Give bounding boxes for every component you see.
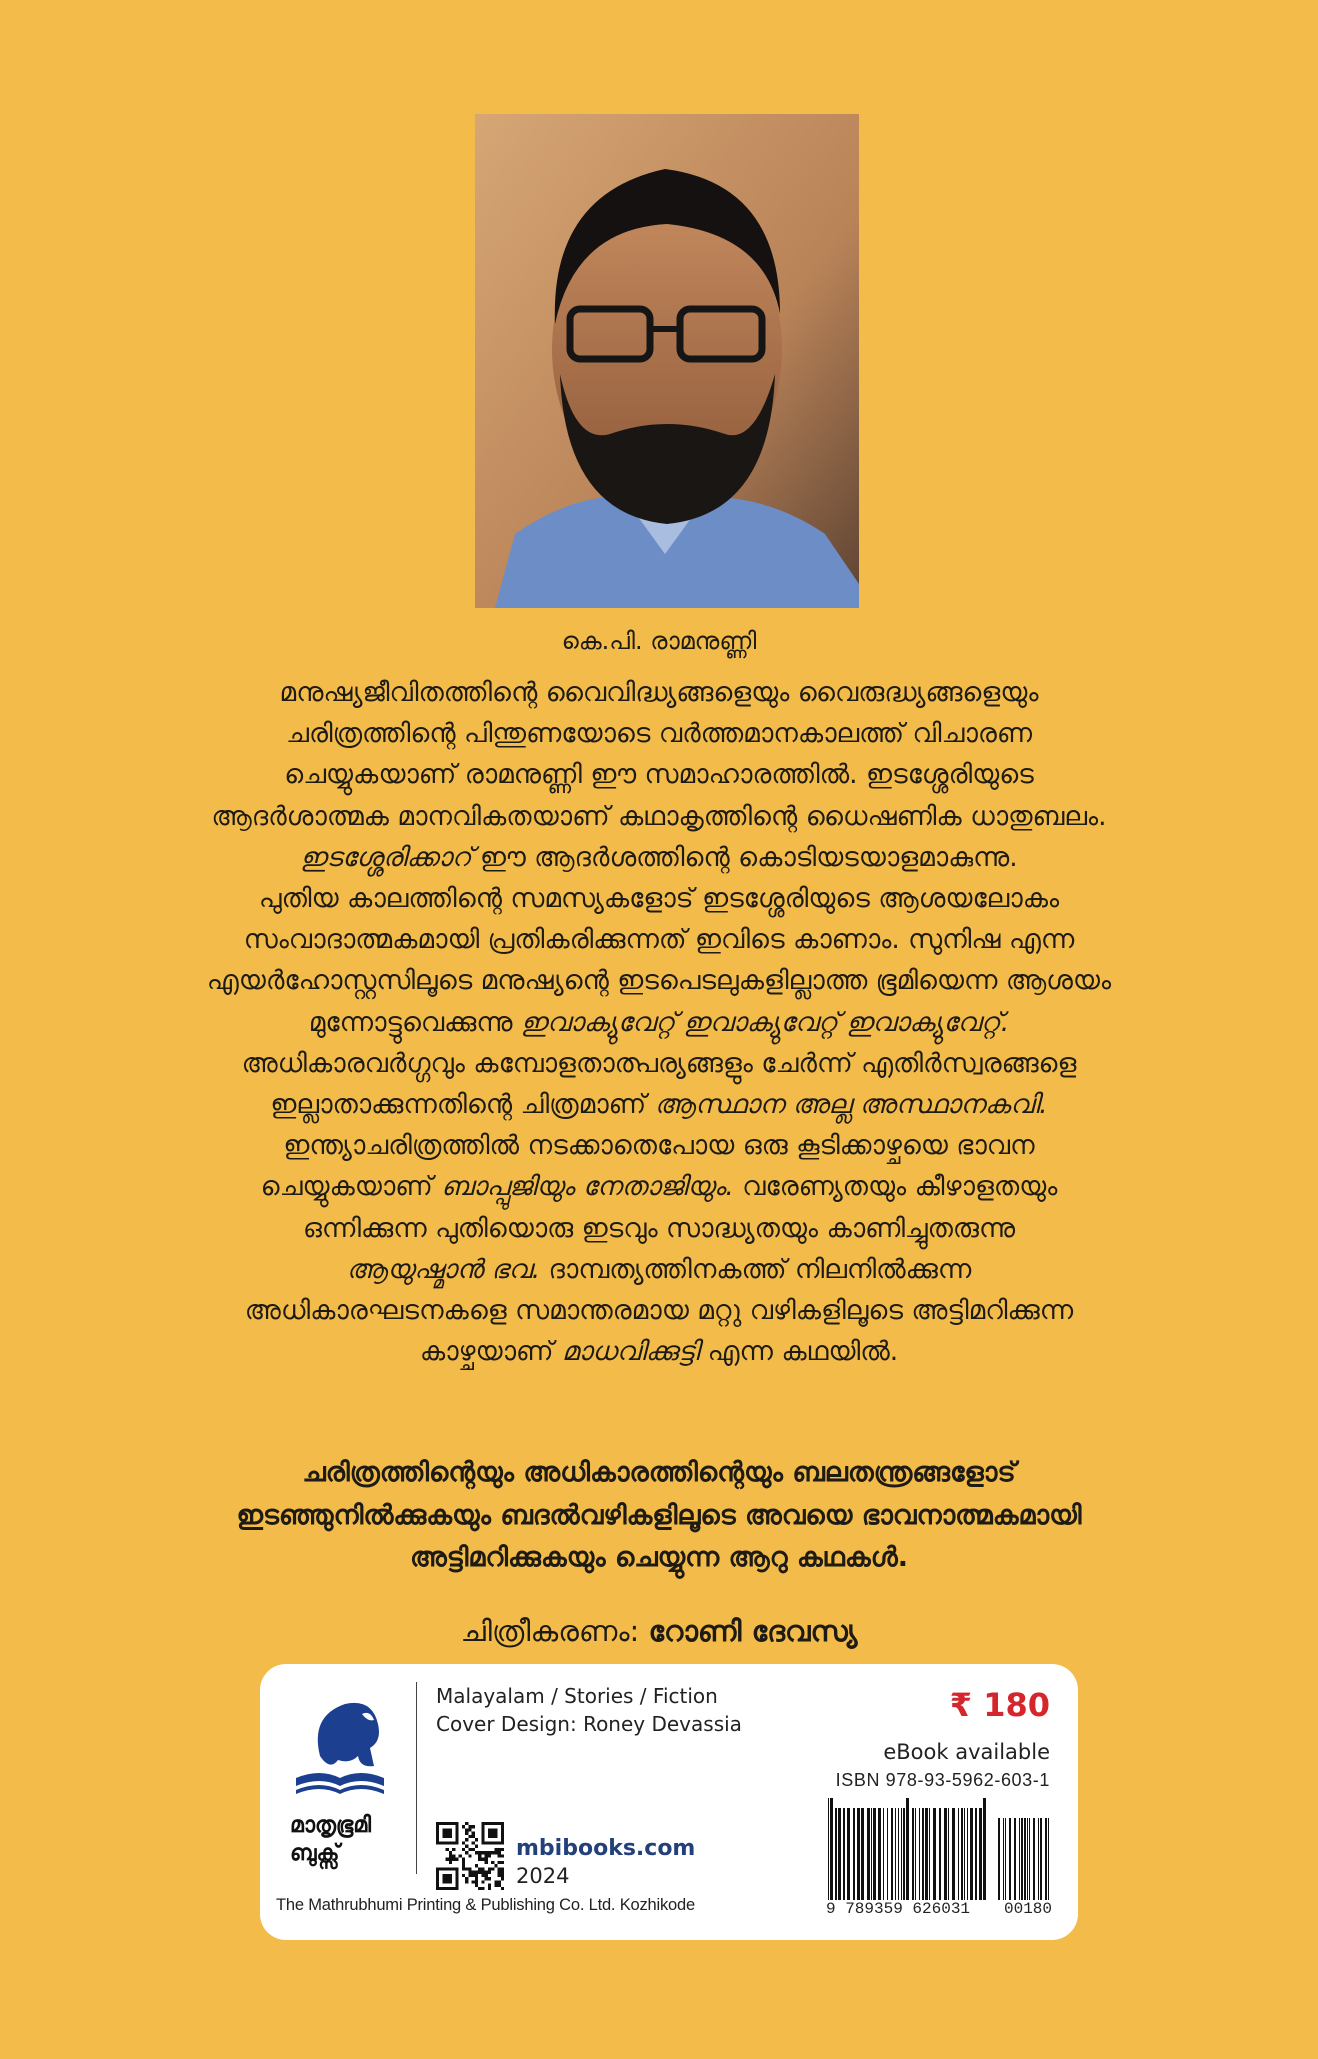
blurb-line — [120, 1331, 1198, 1372]
blurb-segment: എയർഹോസ്റ്റസിലൂടെ മനുഷ്യന്റെ ഇടപെടലുകളില്ലാത്ത ഭൂമിയെന്ന ആശയം — [206, 965, 1112, 997]
blurb-segment: ഈ ആദർശത്തിന്റെ കൊടിയടയാളമാകുന്നു. — [471, 841, 1018, 873]
ean-digits: 9 789359 626031 — [826, 1900, 971, 1918]
ebook-availability: eBook available — [883, 1740, 1050, 1764]
story-title: ആയുഷ്മാൻ ഭവ. — [346, 1253, 541, 1285]
addon-digits: 00180 — [1003, 1900, 1052, 1918]
blurb-segment: എന്ന കഥയിൽ. — [699, 1336, 899, 1368]
blurb-line — [120, 878, 1198, 919]
publication-year: 2024 — [516, 1864, 570, 1888]
blurb-line — [120, 672, 1198, 713]
blurb-line — [120, 960, 1198, 1001]
blurb-line — [120, 1002, 1198, 1043]
barcode — [826, 1798, 1052, 1900]
summary-line: അട്ടിമറിക്കുകയും ചെയ്യുന്ന ആറു കഥകൾ. — [410, 1542, 908, 1573]
elephant-book-logo-icon — [290, 1686, 390, 1806]
blurb-line — [120, 1125, 1198, 1166]
blurb-segment: അധികാരവർഗ്ഗവും കമ്പോളതാത്പര്യങ്ങളും ചേർന്ന് എതിർസ്വരങ്ങളെ — [241, 1047, 1077, 1079]
blurb-segment: ആദർശാത്മക മാനവികതയാണ് കഥാകൃത്തിന്റെ ധൈഷണിക ധാതുബലം. — [211, 800, 1107, 832]
author-name-caption: കെ.പി. രാമനുണ്ണി — [561, 627, 757, 655]
publisher-name-line2: ബുക്സ് — [290, 1841, 340, 1866]
summary-line: ഇടഞ്ഞുനിൽക്കുകയും ബദൽവഴികളിലൂടെ അവയെ ഭാവനാത്മകമായി — [236, 1499, 1082, 1531]
blurb-segment: ഇല്ലാതാക്കുന്നതിന്റെ ചിത്രമാണ് — [270, 1089, 655, 1121]
story-title: മാധവിക്കുട്ടി — [561, 1336, 700, 1368]
divider — [416, 1682, 417, 1874]
blurb-line — [120, 1043, 1198, 1084]
blurb-line — [120, 1290, 1198, 1331]
blurb-segment: ചെയ്യുകയാണ് രാമനുണ്ണി ഈ സമാഹാരത്തിൽ. ഇടശ്ശേരിയുടെ — [284, 759, 1034, 791]
blurb-line — [120, 1208, 1198, 1249]
story-title: ആസ്ഥാന അല്ല അസ്ഥാനകവി. — [654, 1089, 1048, 1121]
category: Malayalam / Stories / Fiction — [436, 1684, 718, 1708]
blurb-segment: മുന്നോട്ടുവെക്കുന്നു — [308, 1006, 521, 1038]
cover-design-credit: Cover Design: Roney Devassia — [436, 1712, 742, 1736]
website-link[interactable]: mbibooks.com — [516, 1836, 696, 1861]
blurb-segment: പുതിയ കാലത്തിന്റെ സമസ്യകളോട് ഇടശ്ശേരിയുടെ ആശയലോകം — [258, 883, 1060, 915]
publisher-card — [260, 1664, 1078, 1940]
blurb-segment: ചരിത്രത്തിന്റെ പിന്തുണയോടെ വർത്തമാനകാലത്ത് വിചാരണ — [286, 718, 1032, 750]
story-title: ഇടശ്ശേരിക്കാറ് — [300, 841, 472, 873]
publisher-logo-text — [290, 1812, 400, 1868]
blurb-segment: ചെയ്യുകയാണ് — [260, 1171, 442, 1203]
blurb-line — [120, 1084, 1198, 1125]
isbn: ISBN 978-93-5962-603-1 — [835, 1770, 1050, 1790]
illustration-label: ചിത്രീകരണം: — [460, 1614, 640, 1648]
publisher-name-line1: മാതൃഭൂമി — [290, 1813, 372, 1838]
blurb-segment: ഇന്ത്യാചരിത്രത്തിൽ നടക്കാതെപോയ ഒരു കൂടിക്കാഴ്ചയെ ഭാവന — [283, 1130, 1035, 1162]
story-title: ബാപ്പുജിയും നേതാജിയും. — [441, 1171, 734, 1203]
blurb-segment: കാഴ്ചയാണ് — [419, 1336, 562, 1368]
price: ₹ 180 — [949, 1686, 1050, 1724]
blurb-line — [120, 1166, 1198, 1207]
summary-line: ചരിത്രത്തിന്റെയും അധികാരത്തിന്റെയും ബലതന്ത്രങ്ങളോട് — [302, 1457, 1016, 1488]
blurb-line — [120, 713, 1198, 754]
blurb-segment: മനുഷ്യജീവിതത്തിന്റെ വൈവിദ്ധ്യങ്ങളെയും വൈരുദ്ധ്യങ്ങളെയും — [279, 677, 1039, 708]
qr-code-icon[interactable] — [436, 1822, 504, 1890]
blurb-line — [120, 754, 1198, 795]
blurb-segment: വരേണ്യതയും കീഴാളതയും — [733, 1171, 1058, 1203]
blurb-line — [120, 796, 1198, 837]
blurb-segment: സംവാദാത്മകമായി പ്രതികരിക്കുന്നത് ഇവിടെ കാണാം. സുനിഷ എന്ന — [243, 924, 1075, 956]
blurb-line — [120, 919, 1198, 960]
blurb-segment: ഒന്നിക്കുന്ന പുതിയൊരു ഇടവും സാദ്ധ്യതയും കാണിച്ചുതരുന്നു — [302, 1212, 1016, 1244]
story-title: ഇവാക്യുവേറ്റ് ഇവാക്യുവേറ്റ് ഇവാക്യുവേറ്റ്. — [520, 1006, 1010, 1038]
barcode-digits — [826, 1900, 1052, 1918]
illustration-credit — [0, 1614, 1318, 1649]
summary-text — [120, 1452, 1198, 1580]
blurb-segment: അധികാരഘടനകളെ സമാന്തരമായ മറ്റു വഴികളിലൂടെ അട്ടിമറിക്കുന്ന — [244, 1295, 1074, 1327]
author-photo — [475, 114, 859, 608]
blurb-segment: ദാമ്പത്യത്തിനകത്ത് നിലനിൽക്കുന്ന — [540, 1253, 972, 1285]
imprint-line: The Mathrubhumi Printing & Publishing Co. Ltd. Kozhikode — [276, 1896, 695, 1914]
book-meta — [436, 1682, 742, 1738]
blurb-line — [120, 837, 1198, 878]
blurb-text — [120, 672, 1198, 1372]
blurb-line — [120, 1249, 1198, 1290]
illustrator-name: റോണി ദേവസ്യ — [648, 1614, 858, 1648]
